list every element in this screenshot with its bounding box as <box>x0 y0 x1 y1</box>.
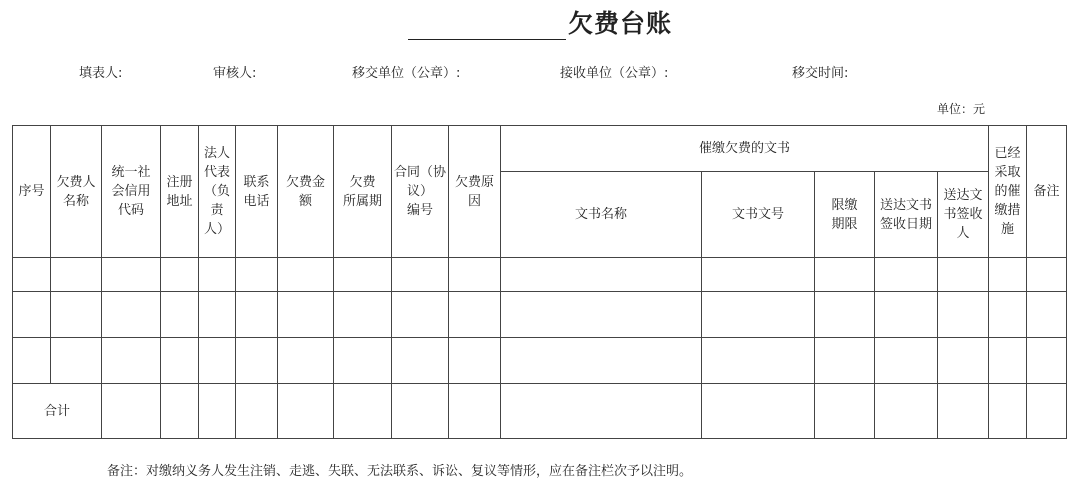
header-debtor-name: 欠费人 名称 <box>51 126 102 258</box>
table-cell[interactable] <box>989 384 1027 439</box>
table-cell[interactable] <box>875 384 938 439</box>
table-cell[interactable] <box>334 258 392 292</box>
table-cell[interactable] <box>392 338 449 384</box>
footer-note: 备注：对缴纳义务人发生注销、走逃、失联、无法联系、诉讼、复议等情形，应在备注栏次予以注明。 <box>107 464 693 479</box>
table-cell[interactable] <box>13 292 51 338</box>
table-cell[interactable] <box>392 258 449 292</box>
header-doc-number: 文书文号 <box>702 172 815 258</box>
table-cell[interactable] <box>102 338 161 384</box>
header-deadline: 限缴 期限 <box>815 172 875 258</box>
table-cell[interactable] <box>1027 258 1067 292</box>
header-remarks: 备注 <box>1027 126 1067 258</box>
header-measures: 已经 采取 的催 缴措 施 <box>989 126 1027 258</box>
table-cell[interactable] <box>236 292 278 338</box>
table-cell[interactable] <box>51 258 102 292</box>
table-cell[interactable] <box>199 338 236 384</box>
unit-label: 单位：元 <box>937 102 986 116</box>
title-text: 欠费台账 <box>567 9 672 38</box>
table-cell[interactable] <box>501 292 702 338</box>
table-cell[interactable] <box>51 292 102 338</box>
transfer-time-label: 移交时间: <box>792 66 849 81</box>
header-served-signer: 送达文 书签收 人 <box>938 172 989 258</box>
total-row <box>13 384 1067 439</box>
table-cell[interactable] <box>278 384 334 439</box>
table-cell[interactable] <box>449 338 501 384</box>
header-credit-code: 统一社 会信用 代码 <box>102 126 161 258</box>
table-cell[interactable] <box>989 292 1027 338</box>
header-address: 注册 地址 <box>161 126 199 258</box>
table-cell[interactable] <box>236 338 278 384</box>
header-amount: 欠费金 额 <box>278 126 334 258</box>
table-cell[interactable] <box>501 384 702 439</box>
table-cell[interactable] <box>989 258 1027 292</box>
reviewer-label: 审核人: <box>213 66 257 81</box>
table-cell[interactable] <box>938 384 989 439</box>
page-title <box>0 4 1080 40</box>
table-cell[interactable] <box>702 292 815 338</box>
table-cell[interactable] <box>938 292 989 338</box>
table-cell[interactable] <box>938 338 989 384</box>
table-cell[interactable] <box>1027 384 1067 439</box>
table-cell[interactable] <box>278 258 334 292</box>
table-cell[interactable] <box>392 384 449 439</box>
table-cell[interactable] <box>875 292 938 338</box>
table-cell[interactable] <box>102 258 161 292</box>
header-seq: 序号 <box>13 126 51 258</box>
table-cell[interactable] <box>334 338 392 384</box>
filler-label: 填表人: <box>79 66 123 81</box>
table-cell[interactable] <box>702 258 815 292</box>
table-row <box>13 338 1067 384</box>
table-cell[interactable] <box>13 258 51 292</box>
table-cell[interactable] <box>815 338 875 384</box>
table-cell[interactable] <box>161 258 199 292</box>
table-cell[interactable] <box>875 338 938 384</box>
table-cell[interactable] <box>1027 292 1067 338</box>
table-cell[interactable] <box>449 384 501 439</box>
table-cell[interactable] <box>449 292 501 338</box>
table-cell[interactable] <box>334 384 392 439</box>
table-cell[interactable] <box>278 338 334 384</box>
table-cell[interactable] <box>702 338 815 384</box>
table-cell[interactable] <box>236 384 278 439</box>
transfer-unit-label: 移交单位（公章）: <box>352 66 461 81</box>
table-cell[interactable] <box>875 258 938 292</box>
table-cell[interactable] <box>334 292 392 338</box>
header-reason: 欠费原 因 <box>449 126 501 258</box>
table-cell[interactable] <box>1027 338 1067 384</box>
table-cell[interactable] <box>102 292 161 338</box>
header-period: 欠费 所属期 <box>334 126 392 258</box>
table-cell[interactable] <box>815 384 875 439</box>
table-cell[interactable] <box>815 292 875 338</box>
table-cell[interactable] <box>161 384 199 439</box>
table-cell[interactable] <box>199 258 236 292</box>
table-cell[interactable] <box>51 338 102 384</box>
title-blank-line <box>408 13 566 40</box>
table-cell[interactable] <box>278 292 334 338</box>
table-cell[interactable] <box>702 384 815 439</box>
header-served-date: 送达文书 签收日期 <box>875 172 938 258</box>
header-doc-name: 文书名称 <box>501 172 702 258</box>
table-cell[interactable] <box>199 292 236 338</box>
table-cell[interactable] <box>161 292 199 338</box>
table-cell[interactable] <box>815 258 875 292</box>
arrears-ledger-table <box>12 125 1067 439</box>
header-contract-no: 合同（协 议） 编号 <box>392 126 449 258</box>
header-doc-group: 催缴欠费的文书 <box>501 126 989 172</box>
header-legal-rep: 法人 代表 （负 责 人） <box>199 126 236 258</box>
table-cell[interactable] <box>236 258 278 292</box>
table-cell[interactable] <box>199 384 236 439</box>
total-label: 合计 <box>13 384 102 439</box>
table-cell[interactable] <box>13 338 51 384</box>
table-cell[interactable] <box>161 338 199 384</box>
table-cell[interactable] <box>501 258 702 292</box>
table-cell[interactable] <box>102 384 161 439</box>
table-row <box>13 292 1067 338</box>
table-cell[interactable] <box>501 338 702 384</box>
table-cell[interactable] <box>938 258 989 292</box>
table-cell[interactable] <box>449 258 501 292</box>
table-cell[interactable] <box>392 292 449 338</box>
receive-unit-label: 接收单位（公章）: <box>560 66 669 81</box>
table-cell[interactable] <box>989 338 1027 384</box>
table-row <box>13 258 1067 292</box>
header-phone: 联系 电话 <box>236 126 278 258</box>
